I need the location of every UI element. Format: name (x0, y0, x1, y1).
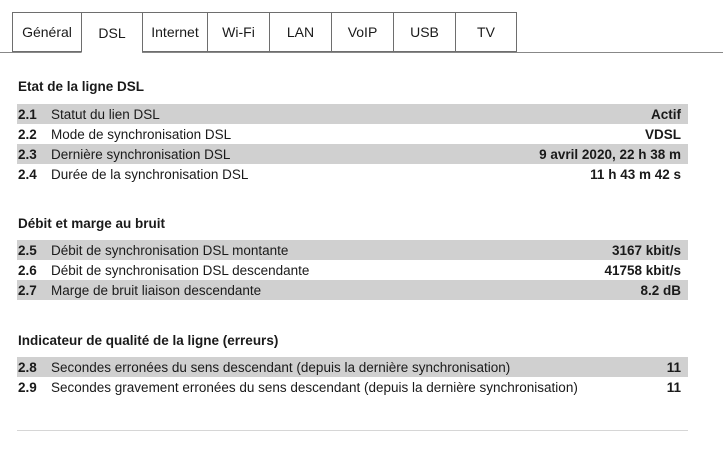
row-number: 2.9 (18, 379, 37, 395)
tab-label: USB (410, 24, 439, 40)
row-number: 2.1 (18, 106, 37, 122)
tab-lan[interactable] (269, 12, 331, 52)
table-row (17, 240, 688, 260)
row-value: 9 avril 2020, 22 h 38 m (539, 146, 681, 162)
row-label: Secondes erronées du sens descendant (depuis la dernière synchronisation) (51, 359, 511, 375)
row-number: 2.8 (18, 359, 37, 375)
row-value: 41758 kbit/s (604, 262, 681, 278)
tab-usb[interactable] (393, 12, 455, 52)
tab-label: Wi-Fi (222, 24, 255, 40)
row-value: VDSL (644, 126, 681, 142)
row-value: 3167 kbit/s (611, 242, 681, 258)
row-label: Secondes gravement erronées du sens descendant (depuis la dernière synchronisation) (51, 379, 578, 395)
tab-general[interactable] (12, 12, 81, 52)
tab-dsl[interactable] (81, 12, 142, 53)
row-value: 11 h 43 m 42 s (590, 166, 681, 182)
row-number: 2.5 (18, 242, 37, 258)
row-label: Mode de synchronisation DSL (51, 126, 232, 142)
row-label: Durée de la synchronisation DSL (51, 166, 249, 182)
row-number: 2.3 (18, 146, 37, 162)
tab-label: VoIP (347, 24, 378, 40)
tab-tv[interactable] (455, 12, 517, 52)
section-title-line-quality: Indicateur de qualité de la ligne (erreurs) (18, 333, 279, 348)
tab-bar (0, 12, 723, 53)
row-label: Débit de synchronisation DSL montante (51, 242, 289, 258)
tab-wifi[interactable] (207, 12, 269, 52)
row-value: 11 (666, 379, 681, 395)
table-row (17, 357, 688, 377)
tab-label: Général (22, 24, 72, 40)
row-value: Actif (651, 106, 681, 122)
section-title-rate-margin: Débit et marge au bruit (18, 216, 166, 231)
table-row (17, 377, 688, 397)
row-number: 2.2 (18, 126, 37, 142)
row-value: 11 (666, 359, 681, 375)
tab-label: LAN (286, 24, 315, 40)
tab-label: TV (477, 24, 495, 40)
row-label: Marge de bruit liaison descendante (51, 282, 262, 298)
row-number: 2.4 (18, 166, 37, 182)
bottom-divider (17, 430, 688, 431)
table-row (17, 260, 688, 280)
table-row (17, 144, 688, 164)
row-label: Statut du lien DSL (51, 106, 160, 122)
table-row (17, 280, 688, 300)
row-label: Dernière synchronisation DSL (51, 146, 231, 162)
tab-voip[interactable] (331, 12, 393, 52)
tab-label: DSL (98, 24, 126, 41)
table-row (17, 164, 688, 184)
table-row (17, 124, 688, 144)
row-value: 8.2 dB (640, 282, 681, 298)
tab-label: Internet (151, 24, 199, 40)
table-row (17, 104, 688, 124)
row-number: 2.7 (18, 282, 37, 298)
row-number: 2.6 (18, 262, 37, 278)
row-label: Débit de synchronisation DSL descendante (51, 262, 310, 278)
tab-internet[interactable] (142, 12, 207, 52)
section-title-line-status: Etat de la ligne DSL (18, 79, 145, 94)
